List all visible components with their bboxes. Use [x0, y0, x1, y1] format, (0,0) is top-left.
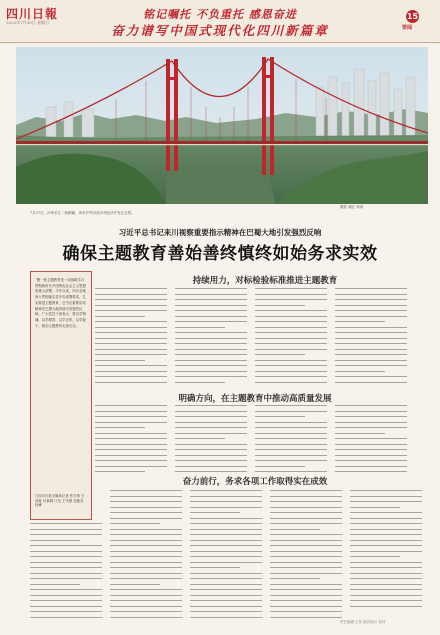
lead-summary-text: “聚一批主题教育是一项战略学习贯彻新时代中国特色社会主义思想的重大部署，今年以来，四川各地深入贯彻落实党中央部署要求，扎实推进主题教育，总书记重要讲话精神在巴蜀大地持续引发强烈反响，广大党员干部表示，要以学铸魂、以学增智、以学正风、以学促干，推动主题教育走深走实。 [35, 278, 86, 328]
subhead-3: 奋力前行，务求各项工作取得实在成效 [182, 477, 328, 487]
slogan-line-1: 铭记嘱托 不负重托 感恩奋进 [143, 8, 297, 21]
subhead-2: 明确方向，在主题教育中推动高质量发展 [178, 394, 332, 404]
newspaper-logo: 四川日報 [6, 7, 59, 21]
text-column-3b [255, 405, 327, 477]
masthead [0, 0, 440, 43]
text-column-1b [95, 405, 167, 477]
lead-summary-authors: □四川日报全媒体记者 张守帅 王成栋 付真卿 江龙 王代强 寇敏芳 杜峰 [35, 494, 85, 508]
text-column-4 [335, 288, 407, 387]
subhead-1: 持续用力，对标检验标准推进主题教育 [192, 276, 338, 286]
text-column-5c [350, 490, 422, 611]
text-column-3 [255, 288, 327, 387]
text-column-3c [190, 490, 262, 622]
text-column-1 [95, 288, 167, 387]
bridge-photo [16, 47, 428, 204]
text-column-2b [175, 405, 247, 477]
text-column-4b [335, 405, 407, 477]
section-label: 要闻 [402, 25, 413, 31]
page-number-badge: 15 [406, 12, 419, 21]
text-column-1c [30, 523, 102, 622]
slogan-line-2: 奋力谱写中国式现代化四川新篇章 [111, 23, 329, 38]
article-headline: 确保主题教育善始善终慎终如始务求实效 [62, 244, 378, 264]
lead-summary-box [30, 271, 92, 520]
article-subtitle: 习近平总书记来川视察重要指示精神在巴蜀大地引发强烈反响 [118, 228, 322, 237]
text-column-4c [270, 490, 342, 622]
photo-credit: 摄影 蒲红 杨涛 [340, 205, 364, 209]
page-footer: 责任编辑 王东 版式设计 刘冲 [340, 620, 386, 624]
text-column-2 [175, 288, 247, 387]
issue-date: 2023年7月30日 星期日 [6, 20, 50, 25]
photo-caption: 7月27日，泸州长江二桥俯瞰，该市沪州市滨泸州经济开发区全景。 [30, 211, 135, 215]
text-column-2c [110, 490, 182, 622]
